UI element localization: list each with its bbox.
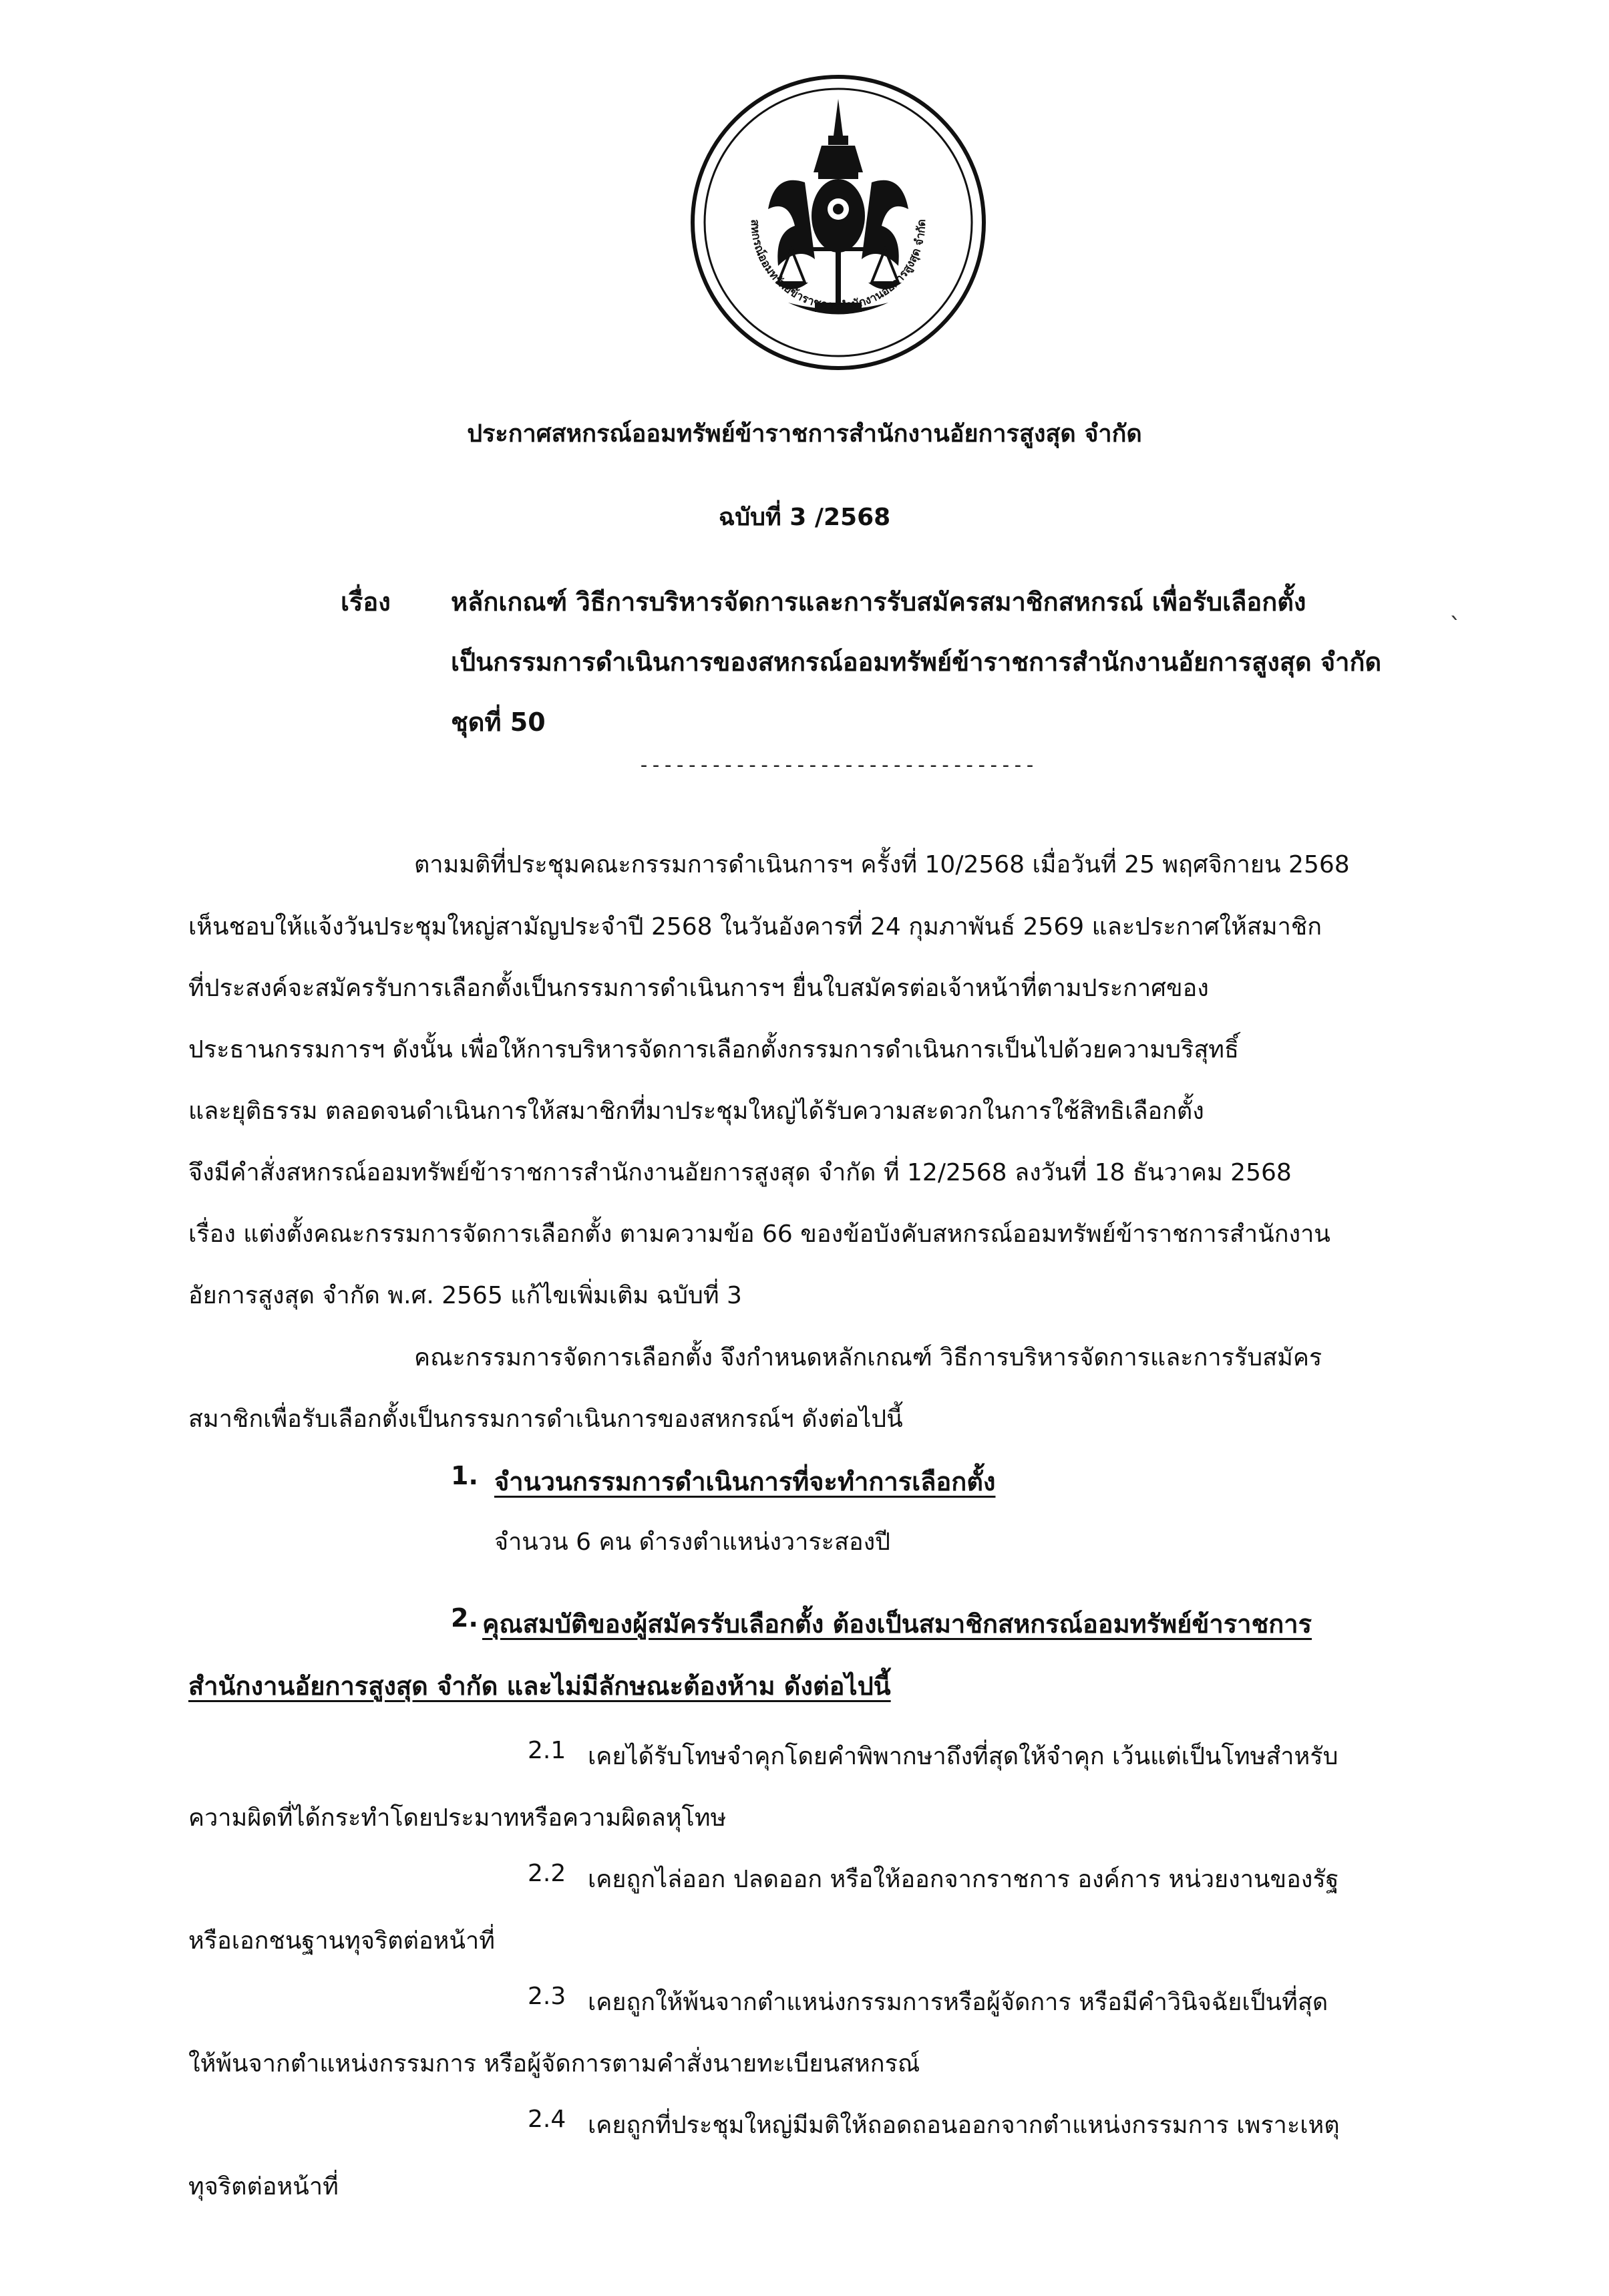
paragraph1-line-5: และยุติธรรม ตลอดจนดำเนินการให้สมาชิกที่มาประชุมใหญ่ได้รับความสะดวกในการใช้สิทธิเลือกตั้ง [188, 1098, 1204, 1125]
paragraph1-line-2: เห็นชอบให้แจ้งวันประชุมใหญ่สามัญประจำปี 2568 ในวันอังคารที่ 24 กุมภาพันธ์ 2569 และประกาศให้สมาชิก [188, 913, 1322, 941]
subject-line-3: ชุดที่ 50 [451, 707, 546, 737]
item-2-1-line-1: เคยได้รับโทษจำคุกโดยคำพิพากษาถึงที่สุดให้จำคุก เว้นแต่เป็นโทษสำหรับ [588, 1743, 1338, 1770]
section1-text: จำนวน 6 คน ดำรงตำแหน่งวาระสองปี [494, 1528, 891, 1556]
section2-heading-line-1: คุณสมบัติของผู้สมัครรับเลือกตั้ง ต้องเป็นสมาชิกสหกรณ์ออมทรัพย์ข้าราชการ [482, 1609, 1312, 1639]
cooperative-seal-logo [688, 72, 989, 373]
item-2-4-number: 2.4 [528, 2106, 566, 2133]
announcement-number: ฉบับที่ 3 /2568 [718, 504, 891, 531]
item-2-3-line-1: เคยถูกให้พ้นจากตำแหน่งกรรมการหรือผู้จัดการ หรือมีคำวินิจฉัยเป็นที่สุด [588, 1989, 1328, 2016]
paragraph2-line-2: สมาชิกเพื่อรับเลือกตั้งเป็นกรรมการดำเนินการของสหกรณ์ฯ ดังต่อไปนี้ [188, 1406, 903, 1433]
section1-number: 1. [451, 1461, 478, 1490]
item-2-3-line-2: ให้พ้นจากตำแหน่งกรรมการ หรือผู้จัดการตามคำสั่งนายทะเบียนสหกรณ์ [188, 2050, 920, 2078]
subject-label: เรื่อง [341, 587, 391, 617]
subject-line-2: เป็นกรรมการดำเนินการของสหกรณ์ออมทรัพย์ข้าราชการสำนักงานอัยการสูงสุด จำกัด [451, 647, 1382, 677]
item-2-4-line-1: เคยถูกที่ประชุมใหญ่มีมติให้ถอดถอนออกจากตำแหน่งกรรมการ เพราะเหตุ [588, 2112, 1340, 2139]
paragraph1-line-7: เรื่อง แต่งตั้งคณะกรรมการจัดการเลือกตั้ง ตามความข้อ 66 ของข้อบังคับสหกรณ์ออมทรัพย์ข้าราชการสำนักงาน [188, 1220, 1330, 1248]
divider-line: --------------------------------- [638, 754, 1037, 777]
item-2-1-number: 2.1 [528, 1737, 566, 1764]
paragraph1-line-6: จึงมีคำสั่งสหกรณ์ออมทรัพย์ข้าราชการสำนักงานอัยการสูงสุด จำกัด ที่ 12/2568 ลงวันที่ 18 ธันวาคม 2568 [188, 1159, 1292, 1186]
subject-line-1: หลักเกณฑ์ วิธีการบริหารจัดการและการรับสมัครสมาชิกสหกรณ์ เพื่อรับเลือกตั้ง [451, 587, 1306, 617]
item-2-4-line-2: ทุจริตต่อหน้าที่ [188, 2173, 339, 2200]
paragraph1-line-3: ที่ประสงค์จะสมัครรับการเลือกตั้งเป็นกรรมการดำเนินการฯ ยื่นใบสมัครต่อเจ้าหน้าที่ตามประกาศของ [188, 975, 1209, 1002]
section2-heading-line-2: สำนักงานอัยการสูงสุด จำกัด และไม่มีลักษณะต้องห้าม ดังต่อไปนี้ [188, 1671, 891, 1701]
stray-mark: ` [1449, 613, 1461, 641]
item-2-2-line-1: เคยถูกไล่ออก ปลดออก หรือให้ออกจากราชการ องค์การ หน่วยงานของรัฐ [588, 1866, 1339, 1893]
announcement-title: ประกาศสหกรณ์ออมทรัพย์ข้าราชการสำนักงานอัยการสูงสุด จำกัด [467, 420, 1142, 448]
paragraph1-line-8: อัยการสูงสุด จำกัด พ.ศ. 2565 แก้ไขเพิ่มเติม ฉบับที่ 3 [188, 1282, 742, 1309]
seal-caption: สหกรณ์ออมทรัพย์ข้าราชการสำนักงานอัยการสูงสุด จำกัด [747, 219, 929, 313]
item-2-2-line-2: หรือเอกชนฐานทุจริตต่อหน้าที่ [188, 1927, 495, 1955]
paragraph1-line-1: ตามมติที่ประชุมคณะกรรมการดำเนินการฯ ครั้งที่ 10/2568 เมื่อวันที่ 25 พฤศจิกายน 2568 [414, 851, 1350, 878]
section1-heading: จำนวนกรรมการดำเนินการที่จะทำการเลือกตั้ง [494, 1467, 996, 1496]
paragraph2-line-1: คณะกรรมการจัดการเลือกตั้ง จึงกำหนดหลักเกณฑ์ วิธีการบริหารจัดการและการรับสมัคร [414, 1344, 1322, 1371]
section2-number: 2. [451, 1603, 478, 1633]
paragraph1-line-4: ประธานกรรมการฯ ดังนั้น เพื่อให้การบริหารจัดการเลือกตั้งกรรมการดำเนินการเป็นไปด้วยความบริสุทธิ์ [188, 1036, 1240, 1063]
item-2-1-line-2: ความผิดที่ได้กระทำโดยประมาทหรือความผิดลหุโทษ [188, 1804, 727, 1832]
item-2-2-number: 2.2 [528, 1860, 566, 1887]
item-2-3-number: 2.3 [528, 1983, 566, 2010]
